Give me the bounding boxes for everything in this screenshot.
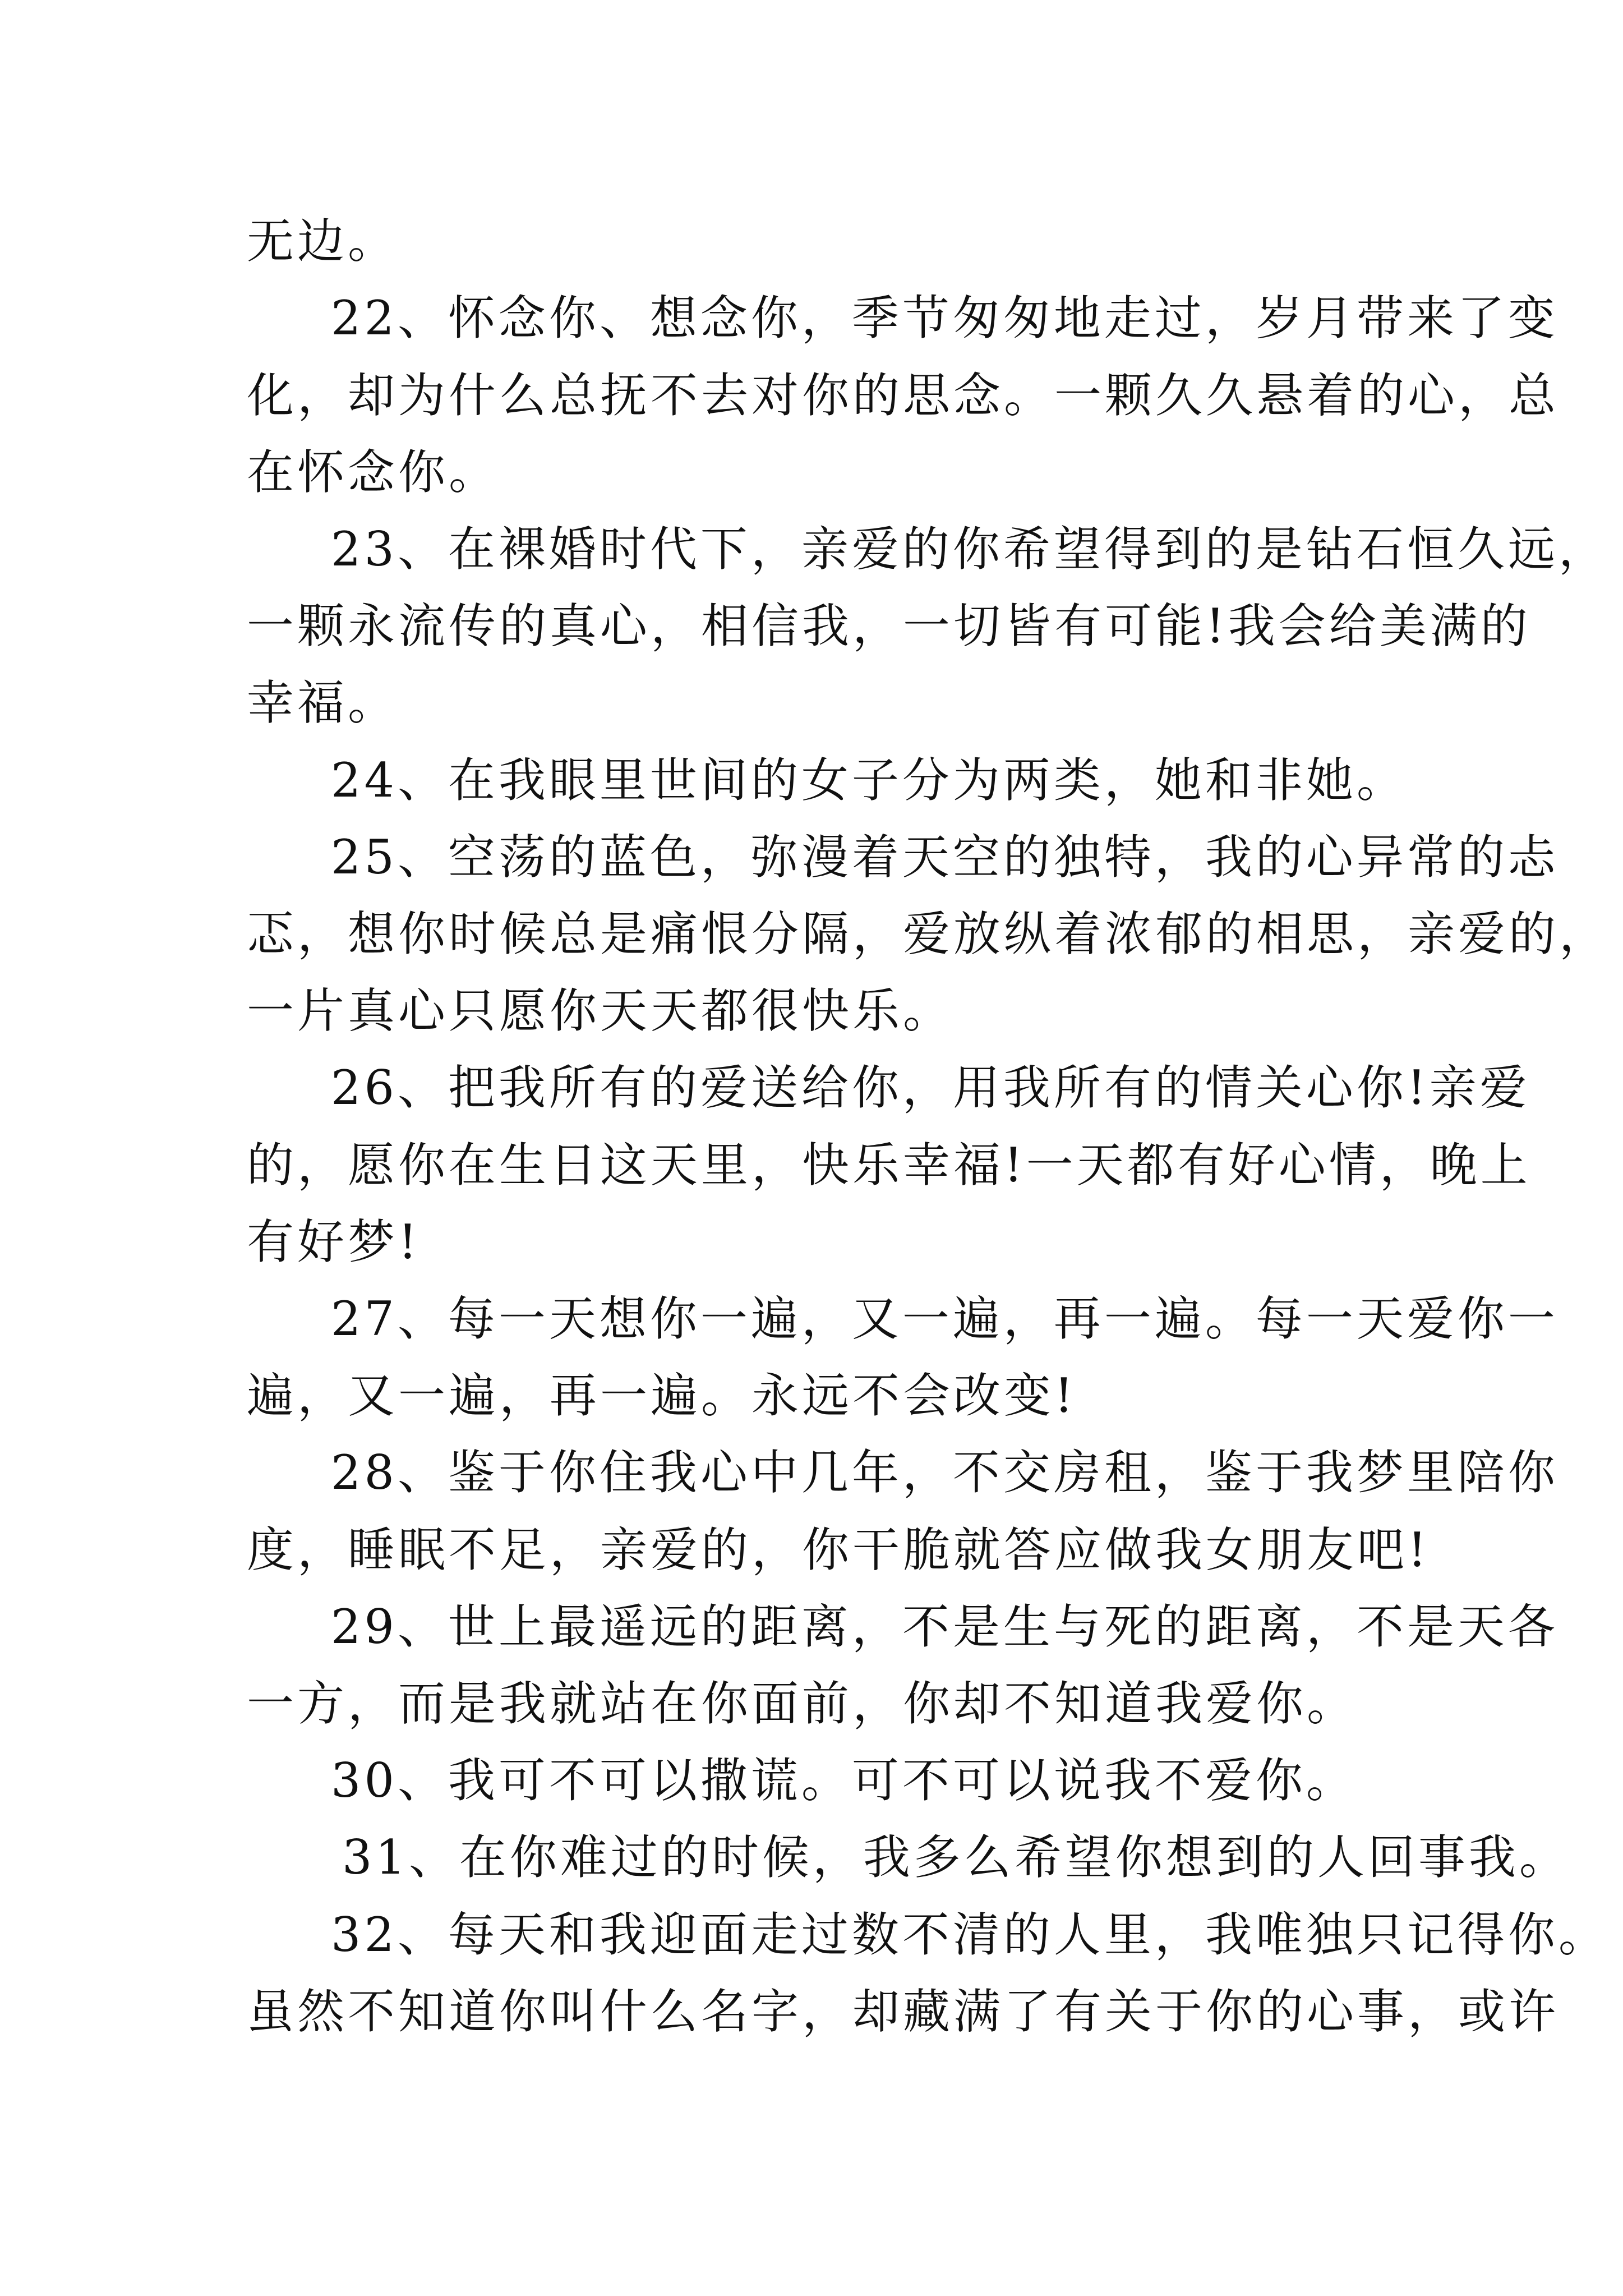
text-line: 有好梦! <box>247 1214 421 1269</box>
text-line: 29、世上最遥远的距离，不是生与死的距离，不是天各 <box>331 1599 1559 1654</box>
text-line: 26、把我所有的爱送给你，用我所有的情关心你!亲爱 <box>331 1060 1530 1115</box>
text-line: 24、在我眼里世间的女子分为两类，她和非她。 <box>331 753 1407 808</box>
text-line: 32、每天和我迎面走过数不清的人里，我唯独只记得你。 <box>331 1907 1609 1962</box>
text-line: 22、怀念你、想念你，季节匆匆地走过，岁月带来了变 <box>331 291 1559 346</box>
text-line: 23、在裸婚时代下，亲爱的你希望得到的是钻石恒久远， <box>331 522 1609 577</box>
text-line: 27、每一天想你一遍，又一遍，再一遍。每一天爱你一 <box>331 1291 1559 1346</box>
text-line: 一方，而是我就站在你面前，你却不知道我爱你。 <box>247 1676 1358 1731</box>
text-line: 一片真心只愿你天天都很快乐。 <box>247 983 954 1038</box>
text-line: 无边。 <box>247 214 399 269</box>
text-line: 度，睡眠不足，亲爱的，你干脆就答应做我女朋友吧! <box>247 1522 1430 1577</box>
text-line: 虽然不知道你叫什么名字，却藏满了有关于你的心事，或许 <box>247 1984 1560 2039</box>
text-line: 30、我可不可以撒谎。可不可以说我不爱你。 <box>331 1753 1357 1808</box>
text-line: 化，却为什么总抚不去对你的思念。一颗久久悬着的心，总 <box>247 368 1560 423</box>
text-line: 的，愿你在生日这天里，快乐幸福!一天都有好心情，晚上 <box>247 1138 1531 1193</box>
text-line: 28、鉴于你住我心中几年，不交房租，鉴于我梦里陪你 <box>331 1445 1559 1500</box>
text-line: 在怀念你。 <box>247 445 500 500</box>
text-line: 忑，想你时候总是痛恨分隔，爱放纵着浓郁的相思，亲爱的， <box>247 907 1610 961</box>
text-line: 31、在你难过的时候，我多么希望你想到的人回事我。 <box>342 1830 1570 1885</box>
text-line: 遍，又一遍，再一遍。永远不会改变! <box>247 1368 1077 1423</box>
text-line: 幸福。 <box>247 675 399 730</box>
text-line: 25、空荡的蓝色，弥漫着天空的独特，我的心异常的忐 <box>331 830 1559 885</box>
text-line: 一颗永流传的真心，相信我，一切皆有可能!我会给美满的 <box>247 599 1531 654</box>
